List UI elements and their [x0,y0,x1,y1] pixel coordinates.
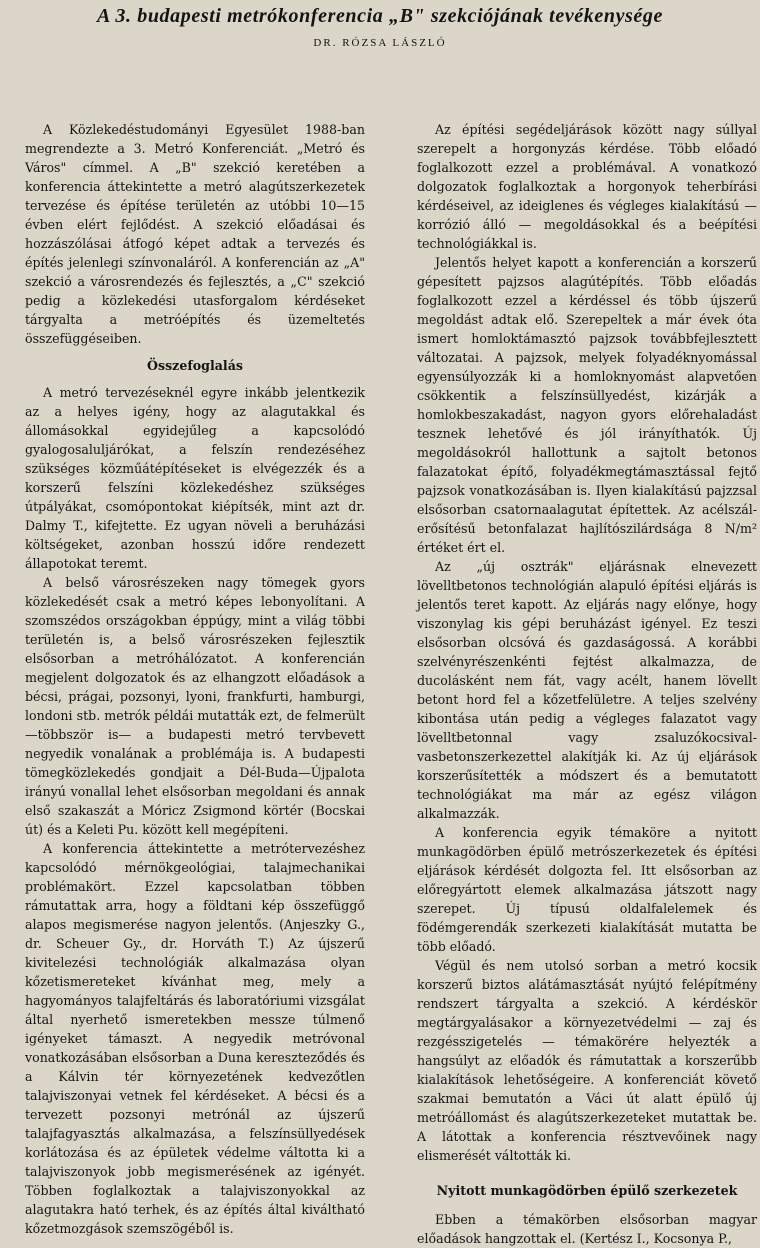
left-column [25,120,365,1238]
body-paragraph: A belső városrészeken nagy tömegek gyors közlekedését csak a metró képes lebonyolítani. A szomszédos országokban éppúgy, mint a világ többi területén is, a belső városrészeken fejlesztik elsősorban a metróhálózatot. A konferencián megjelent dolgozatok és az elhangzott előadások a bécsi, prágai, pozsonyi, lyoni, frankfurti, hamburgi, londoni stb. metrók példái mutatták ezt, de felmerült—többször is— a budapesti metró tervbevett negyedik vonalának a problémája is. A budapesti tömegközlekedés gondjait a Dél-Buda—Újpalota irányú vonallal lehet elsősorban megoldani és annak első szakaszát a Móricz Zsigmond körtér (Bocskai út) és a Keleti Pu. között kell megépíteni. [25,575,365,837]
body-paragraph: A metró tervezéseknél egyre inkább jelentkezik az a helyes igény, hogy az alagutakkal és állomásokkal egyidejűleg a kapcsolódó gyalogosaluljárókat, a felszín rendezéséhez szükséges közműátépítéseket is elvégezzék és a korszerű felszíni közlekedéshez szükséges útpályákat, csomópontokat kiépítsék, mint azt dr. Dalmy T., kifejtette. Ez ugyan növeli a beruházási költségeket, azonban hosszú időre rendezett állapotokat teremt. [25,385,365,571]
intro-paragraph: A Közlekedéstudományi Egyesület 1988-ban megrendezte a 3. Metró Konferenciát. „Metró és Város" címmel. A „B" szekció keretében a konferencia áttekintette a metró alagútszerkezetek tervezése és építése területén az utóbbi 10—15 évben elért fejlődést. A szekció előadásai és hozzászólásai átfogó képet adtak a tervezés és építés jelenlegi színvonaláról. A konferencián az „A" szekció a városrendezés és fejlesztés, a „C" szekció pedig a közlekedési utasforgalom kérdéseket tárgyalta a metróépítés és üzemeltetés összefüggéseiben. [25,122,365,346]
article-title: A 3. budapesti metrókonferencia „B" szekciójának tevékenysége [97,5,663,27]
body-paragraph: Az „új osztrák" eljárásnak elnevezett lövelltbetonos technológián alapuló építési eljárás is jelentős teret kapott. Az eljárás nagy előnye, hogy viszonylag kis gépi beruházást igényel. Ez teszi elsősorban olcsóvá és gazdaságossá. A korábbi szelvényrészenkénti fejtést alkalmazza, de ducolásként nem fát, vagy acélt, hanem lövellt betont hord fel a kőzetfelületre. A teljes szelvény kibontása után pedig a végleges falazatot vagy lövelltbetonnal vagy zsaluzókocsival-vasbetonszerkezettel alakítják ki. Az új eljárások korszerűsítették a módszert és a bemutatott technológiákat ma már az egész világon alkalmazzák. [417,559,757,821]
body-paragraph: Ebben a témakörben elsősorban magyar előadások hangzottak el. (Kertész I., Kocsonya P., [417,1212,757,1246]
section-heading-open-pit: Nyitott munkagödörben épülő szerkezetek [436,1183,738,1198]
author-line: DR. RÓZSA LÁSZLÓ [313,37,447,49]
body-paragraph: A konferencia egyik témaköre a nyitott munkagödörben épülő metrószerkezetek és építési eljárások kérdését dolgozta fel. Itt elsősorban az előregyártott elemek alkalmazása játszott nagy szerepet. Új típusú oldalfalelemek és födémgerendák szerkezeti kialakítását mutatta be több előadó. [417,825,757,954]
section-heading-summary: Összefoglalás [147,358,243,373]
body-paragraph: A konferencia áttekintette a metrótervezéshez kapcsolódó mérnökgeológiai, talajmechanikai problémakört. Ezzel kapcsolatban többen rámutattak arra, hogy a földtani kép összefüggő alapos megismerése nagyon jelentős. (Anjeszky G., dr. Scheuer Gy., dr. Horváth T.) Az újszerű kivitelezési technológiák alkalmazása olyan kőzetismereteket kívánhat meg, mely a hagyományos talajfeltárás és laboratóriumi vizsgálat által nyerhető ismeretekben messze túlmenő igényeket támaszt. A negyedik metróvonal vonatkozásában elsősorban a Duna kereszteződés és a Kálvin tér környezetének kedvezőtlen talajviszonyai vetnek fel kérdéseket. A bécsi és a tervezett pozsonyi metrónál az újszerű talajfagyasztás alkalmazása, a felszínsüllyedések korlátozása és az épületek védelme váltotta ki a talajviszonyok jobb megismerésének az igényét. Többen foglalkoztak a talajviszonyokkal az alagutakra ható terhek, és az építés által kiváltható kőzetmozgások szemszögéből is. [25,841,365,1236]
body-paragraph: Az építési segédeljárások között nagy súllyal szerepelt a horgonyzás kérdése. Több előadó foglalkozott ezzel a problémával. A vonatkozó dolgozatok foglalkoztak a horgonyok teherbírási kérdéseivel, az ideiglenes és végleges kialakítású — korrózió álló — megoldásokkal és a beépítési technológiákkal is. [417,122,757,251]
body-paragraph: Végül és nem utolsó sorban a metró kocsik korszerű biztos alátámasztását nyújtó felépítmény rendszert tárgyalta a szekció. A kérdéskör megtárgyalásakor a környezetvédelmi — zaj és rezgésszigetelés — témakörére helyezték a hangsúlyt az előadók és rámutattak a korszerűbb kialakítások lehetőségeire. A konferenciát követő szakmai bemutatón a Váci út alatt épülő új metróállomást és alagútszerkezeteket mutattak be. A látottak a konferencia résztvevőinek nagy elismerését váltották ki. [417,958,757,1163]
right-column [417,120,757,1248]
body-paragraph: Jelentős helyet kapott a konferencián a korszerű gépesített pajzsos alagútépítés. Több előadás foglalkozott ezzel a kérdéssel és több újszerű megoldást adtak elő. Szerepeltek a már évek óta ismert homloktámasztó pajzsok továbbfejlesztett változatai. A pajzsok, melyek folyadéknyomással egyensúlyozzák ki a homloknyomást alapvetően csökkentik a felszínsüllyedést, kizárják a homlokbeszakadást, nagyon gyors előrehaladást tesznek lehetővé és jól irányíthatók. Új megoldásokról hallottunk a sajtolt betonos falazatokat építő, folyadékmegtámasztással fejtő pajzsok vonatkozásában is. Ilyen kialakítású pajzzsal elsősorban csatornaalagutat építettek. Az acélszál-erősítésű betonfalazat hajlítószilárdsága 8 N/m² értéket ért el. [417,255,757,555]
